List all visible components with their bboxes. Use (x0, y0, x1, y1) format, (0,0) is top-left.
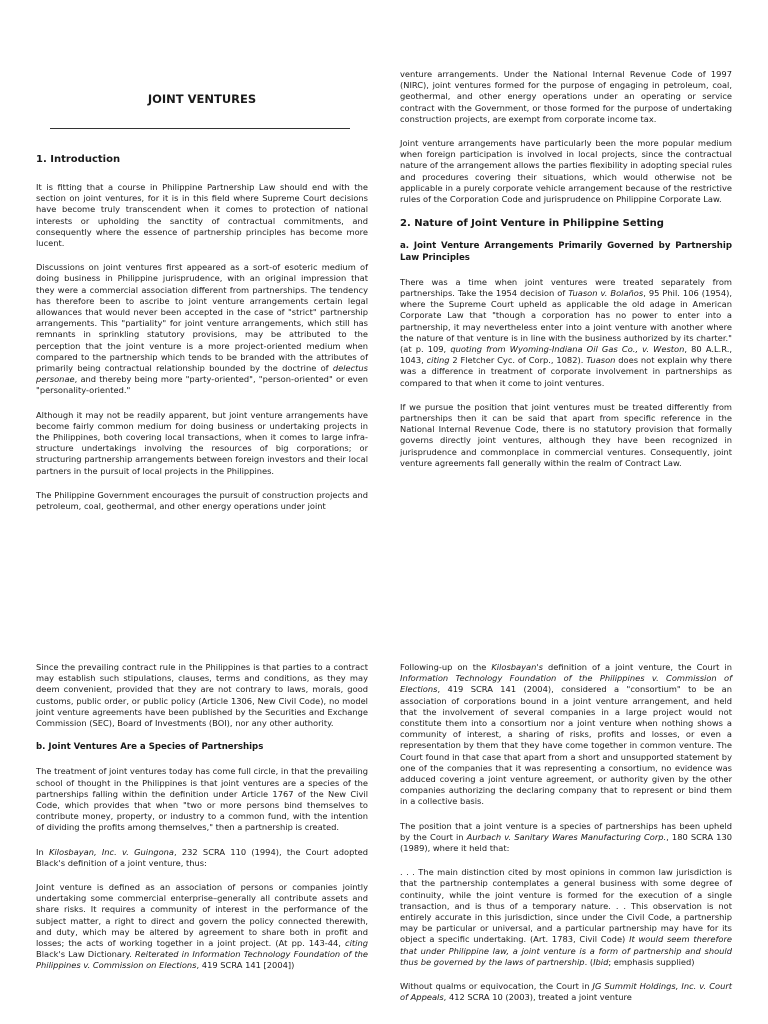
italic-run: Tuason v. Bolaños (568, 288, 644, 299)
subsection-a-heading: a. Joint Venture Arrangements Primarily Governed by Partnership Law Principles (400, 241, 732, 263)
kilosbayan-paragraph (36, 847, 368, 869)
italic-run: Kilosbayan, Inc. v. Guingona (48, 846, 175, 857)
text-run: Following-up on the (400, 662, 492, 672)
intro-paragraph-1: It is fitting that a course in Philippine Partnership Law should end with the section on joint ventures, for it is in this field where Supreme Court decisions have become truly transcendent when it comes to protection of national interests or upholding the sanctity of contractual commitments, and consequently where the essence of partnership principles has become more lucent. (36, 182, 368, 249)
left-top-column (36, 182, 368, 525)
jg-summit-paragraph (400, 981, 732, 1003)
text-run: definition of a joint venture, the Court in (542, 662, 732, 672)
italic-run: Ibid (593, 956, 609, 967)
text-run: Joint venture is defined as an association of persons or companies jointly undertaking some commercial enterprise–generally all contribute assets and share risks. It requires a community of interest in the performance of the subject matter, a right to direct and govern the policy connected therewith, and duty, which may be altered by agreement to share both in profit and losses; the acts of working together in a joint project. (At pp. 143-44, (36, 882, 368, 949)
text-run: , 95 Phil. 106 (1954), where the Supreme Court upheld as applicable the old adage in American Corporate Law that "though a corporation has no power to enter into a partnership, it may nevertheless enter into a joint venture with another where the nature of that venture is in line with the business authorized by its charter." (at p. 109, (400, 288, 732, 355)
italic-run: It would seem therefore that under Philippine law, a joint venture is a form of partnership and should thus be governed by the laws of partnership (400, 934, 732, 967)
text-run: Discussions on joint ventures first appeared as a sort-of esoteric medium of doing business in Philippine jurisprudence, with an original impression that they were a commercial association different from partnerships. The tendency has therefore been to ascribe to joint venture arrangements certain legal allowances that would never been accepted in the case of "strict" partnership arrangements. This "partiality" for joint venture arrangements, which still has remnants in sprinkling statutory provisions, may be attributed to the perception that the joint venture is a more project-oriented medium when compared to the partnership which tends to be branded with the attributes of primarily being contractual relationship bounded by the doctrine of (36, 262, 368, 374)
italic-run: JG Summit Holdings, Inc. v. Court of Appeals (400, 981, 733, 1003)
section-2-heading: 2. Nature of Joint Venture in Philippine Setting (400, 218, 664, 230)
text-run: Black's Law Dictionary. (36, 949, 135, 960)
text-run: There was a time when joint ventures were treated separately from partnerships. Take the 1954 decision of (400, 276, 732, 299)
right-bottom-column (400, 662, 732, 1016)
intro-paragraph-4: The Philippine Government encourages the pursuit of construction projects and petroleum, coal, geothermal, and other energy operations under joint (36, 489, 368, 512)
text-run: . . . The main distinction cited by most opinions in common law jurisdiction is that the partnership contemplates a general business with some degree of continuity, while the joint venture is formed for the execution of a single transaction, and is thus of a temporary nature. . . This observation is not entirely accurate in this jurisdiction, since under the Civil Code, a partnership may be particular or universal, and a particular partnership may have for its object a specific undertaking. (Art. 1783, Civil Code) (400, 867, 732, 945)
subsection-b-heading: b. Joint Ventures Are a Species of Partnerships (36, 742, 264, 753)
text-run: ; emphasis supplied) (608, 956, 695, 967)
intro-paragraph-3: Although it may not be readily apparent, but joint venture arrangements have become fairly common medium for doing business or undertaking projects in the Philippines, both covering local transactions, when it comes to large infra-structure undertakings involving the resources of big corporations; or structuring partnership arrangements between foreign investors and their local partners in the pursuit of local projects in the Philippines. (36, 409, 368, 476)
italic-run: Kilosbayan's (491, 662, 543, 672)
italic-run: Tuason (586, 355, 616, 366)
title-underline (50, 128, 350, 129)
text-run: The position that a joint venture is a species of partnerships has been upheld by the Court in (400, 820, 732, 842)
italic-run: citing (426, 355, 450, 366)
text-run: , 419 SCRA 141 [2004]) (196, 960, 295, 971)
text-run: , 232 SCRA 110 (1994), the Court adopted Black's definition of a joint venture, thus: (36, 846, 368, 868)
nirc-paragraph: venture arrangements. Under the National Internal Revenue Code of 1997 (NIRC), joint ventures formed for the purpose of engaging in petroleum, coal, geothermal, and other energy operations under an operating or service contract with the Government, or those formed for the purpose of undertaking construction projects, are exempt from corporate income tax. (400, 69, 732, 124)
quoted-holding-paragraph (400, 867, 732, 968)
right-top-column (400, 69, 732, 482)
text-run: does not explain why there was a difference in treatment of corporate involvement in partnerships as compared to that when it come to joint ventures. (400, 355, 732, 388)
section-1-heading: 1. Introduction (36, 154, 121, 165)
intro-paragraph-2 (36, 262, 368, 396)
italic-run: citing (345, 938, 368, 949)
document-title: JOINT VENTURES (147, 92, 257, 106)
contract-rule-paragraph: Since the prevailing contract rule in the Philippines is that parties to a contract may establish such stipulations, clauses, terms and conditions, as they may deem convenient, provided that they are not contrary to laws, morals, good customs, public order, or public policy (Article 1306, New Civil Code), no model joint venture agreements have been published by the Securities and Exchange Commission (SEC), Board of Investments (BOI), nor any other authority. (36, 662, 368, 729)
text-run: In (36, 846, 49, 857)
text-run: , 412 SCRA 10 (2003), treated a joint venture (443, 992, 632, 1003)
text-run: Without qualms or equivocation, the Court in (400, 981, 593, 992)
italic-run: delectus personae (36, 363, 368, 385)
full-circle-paragraph: The treatment of joint ventures today has come full circle, in that the prevailing school of thought in the Philippines is that joint ventures are a species of the partnerships falling within the definition under Article 1767 of the New Civil Code, which provides that when "two or more persons bind themselves to contribute money, property, or industry to a common fund, with the intention of dividing the profits among themselves," then a partnership is created. (36, 766, 368, 833)
aurbach-paragraph (400, 821, 732, 855)
foreign-participation-paragraph: Joint venture arrangements have particularly been the more popular medium when foreign participation is involved in local projects, since the contractual nature of the arrangement allows the parties flexibility in adopting special rules and procedures covering their situations, which would otherwise not be applicable in a purely corporate vehicle arrangement because of the restrictive rules of the Corporation Code and jurisprudence on Philippine Corporate Law. (400, 138, 732, 205)
text-run: , 80 A.L.R., 1043, (400, 344, 732, 366)
consortium-paragraph (400, 662, 732, 808)
contract-law-paragraph: If we pursue the position that joint ventures must be treated differently from partnerships then it can be said that apart from specific reference in the National Internal Revenue Code, there is no statutory provision that formally governs directly joint ventures, although they have been recognized in jurisprudence and commonplace in commercial ventures. Consequently, joint venture agreements fall generally within the realm of Contract Law. (400, 401, 732, 468)
tuason-paragraph (400, 277, 732, 389)
left-bottom-column (36, 662, 368, 985)
italic-run: Reiterated in Information Technology Foundation of the Philippines v. Commission on Elections (36, 949, 369, 971)
definition-paragraph (36, 882, 368, 972)
italic-run: Information Technology Foundation of the Philippines v. Commission of Elections (400, 673, 732, 695)
italic-run: Aurbach v. Sanitary Wares Manufacturing Corp. (466, 831, 667, 842)
text-run: , 419 SCRA 141 (2004), considered a "consortium" to be an association of corporations bound in a joint venture arrangement, and held that the involvement of several companies in a large project would not constitute them into a consortium nor a joint venture when nothing shows a community of interest, a sharing of risks, profits and losses, or even a representation by them that they have come together in common venture. The Court found in that case that apart from a short and unsupported statement by one of the companies that it was representing a consortium, no evidence was adduced covering a joint venture agreement, or authority given by the other companies authorizing the declaring company that to represent or bind them in a collective basis. (400, 684, 732, 807)
text-run: . ( (584, 956, 594, 967)
text-run: , 180 SCRA 130 (1989), where it held that: (400, 831, 732, 854)
text-run: 2 Fletcher Cyc. of Corp., 1082). (449, 355, 587, 366)
text-run: , and thereby being more "party-oriented", "person-oriented" or even "personality-oriented." (36, 374, 368, 396)
italic-run: quoting from Wyoming-Indiana Oil Gas Co., v. Weston (450, 344, 685, 355)
